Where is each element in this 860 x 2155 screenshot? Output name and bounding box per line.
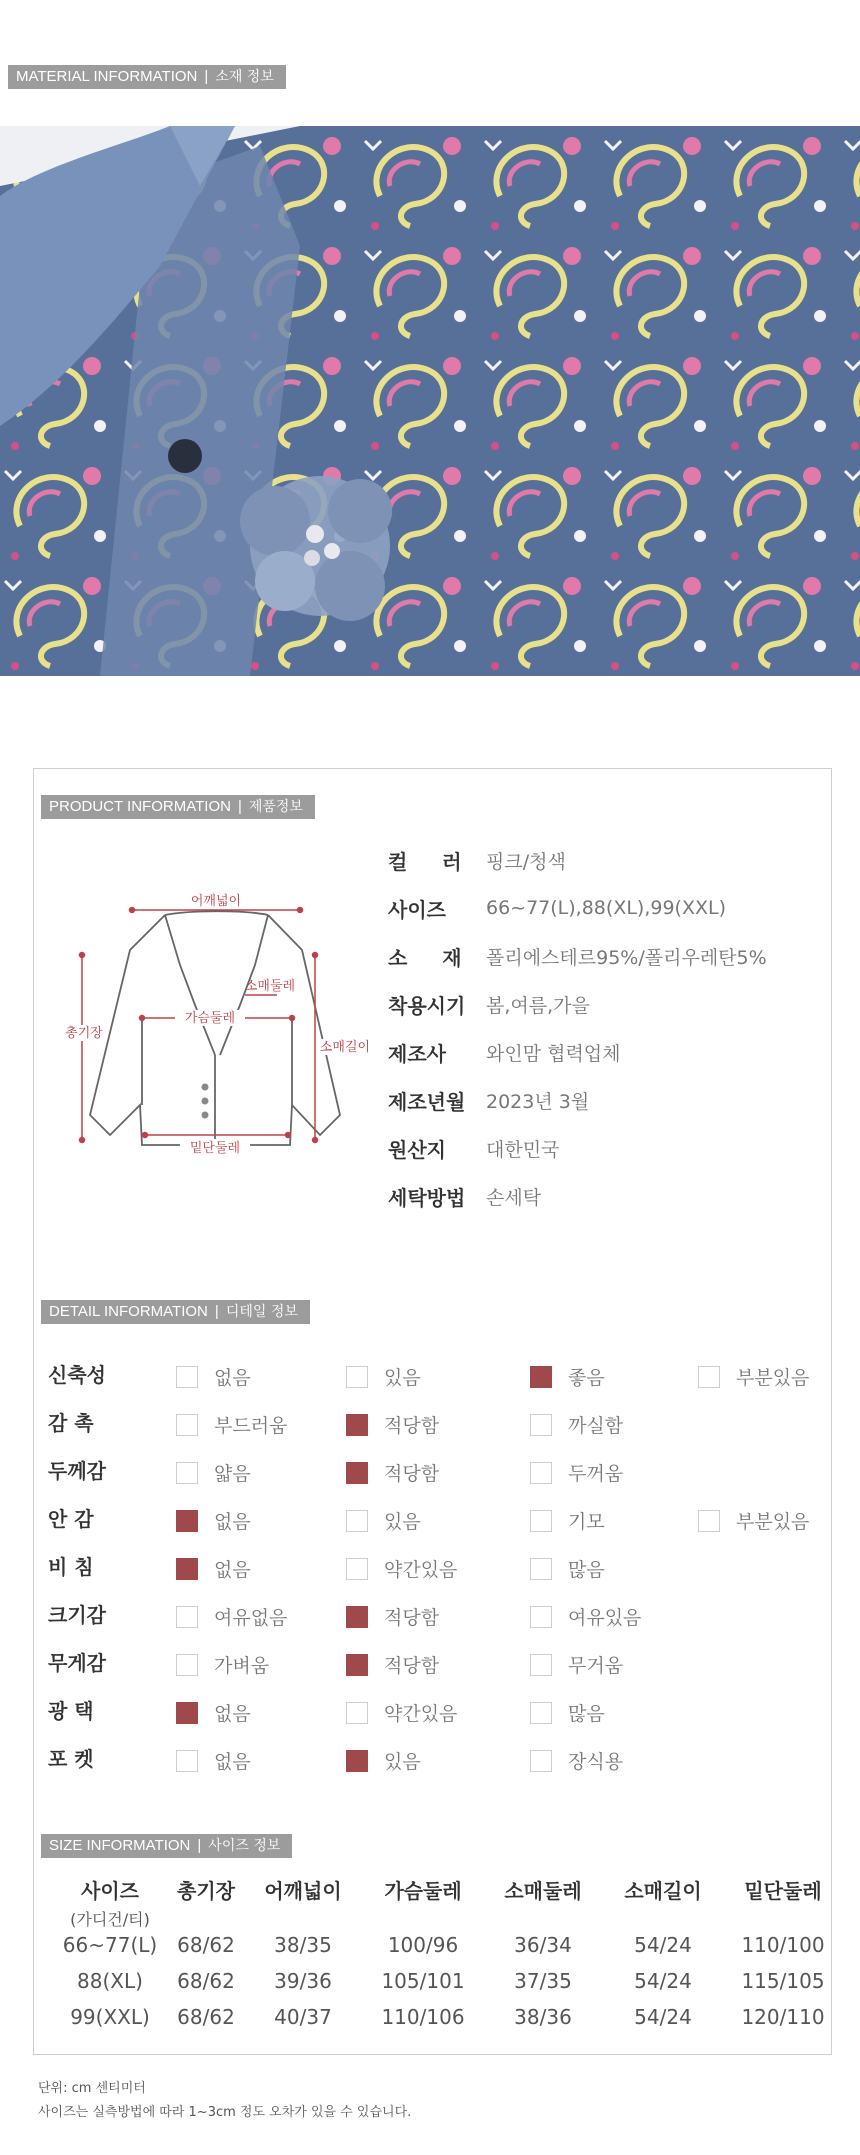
size-table-header: 밑단둘레 [744,1879,822,1903]
jacket-outline-icon [90,911,340,1145]
size-table-cell: 38/35 [274,1933,332,1957]
detail-option-label: 있음 [384,1751,421,1773]
size-table-cell: 66~77(L) [62,1933,158,1957]
detail-option[interactable] [176,1411,287,1438]
size-measurement-diagram [65,855,371,1175]
detail-row [48,1696,828,1726]
label-hem: 밑단둘레 [189,1141,241,1156]
size-table-cell: 54/24 [634,2005,692,2029]
detail-option-label: 부드러움 [214,1415,288,1437]
spec-row-color [388,845,566,875]
detail-row [48,1360,828,1390]
detail-option[interactable] [176,1555,251,1582]
detail-option[interactable] [530,1363,605,1390]
spec-key: 착용시기 [388,993,466,1018]
detail-option[interactable] [530,1603,641,1630]
spec-value: 와인맘 협력업체 [486,1042,621,1065]
size-table-cell: 38/36 [514,2005,572,2029]
detail-option-label: 없음 [214,1703,251,1725]
detail-row [48,1456,828,1486]
spec-value: 핑크/청색 [486,850,566,873]
size-table-header: 총기장 [177,1879,235,1903]
size-table-cell: 120/110 [741,2005,825,2029]
size-table-header: 사이즈 [81,1879,139,1903]
size-table-cell: 68/62 [177,2005,235,2029]
detail-option-label: 좋음 [568,1367,605,1389]
disclaimer-note: 사이즈는 실측방법에 따라 1~3cm 정도 오차가 있을 수 있습니다. [38,2105,412,2120]
detail-option-label: 여유없음 [214,1607,288,1629]
detail-option-label: 적당함 [384,1655,440,1677]
detail-option-label: 가벼움 [214,1655,270,1677]
detail-option-label: 있음 [384,1367,421,1389]
checkbox-checked[interactable] [346,1654,368,1676]
size-table-cell: 110/100 [741,1933,825,1957]
checkbox-checked[interactable] [346,1606,368,1628]
spec-row-material [388,941,767,971]
detail-option-label: 많음 [568,1703,605,1725]
detail-key: 비 침 [48,1555,94,1579]
detail-option-label: 없음 [214,1511,251,1533]
detail-row [48,1648,828,1678]
detail-row [48,1744,828,1774]
checkbox-checked[interactable] [346,1414,368,1436]
detail-key: 감 촉 [48,1411,94,1435]
product-title-en: PRODUCT INFORMATION [49,798,231,815]
detail-option[interactable] [530,1651,623,1678]
detail-key: 신축성 [48,1363,106,1387]
detail-option-label: 있음 [384,1511,421,1533]
material-title-en: MATERIAL INFORMATION [16,68,198,85]
detail-option-label: 얇음 [214,1463,251,1485]
checkbox-checked[interactable] [176,1702,198,1724]
size-table-cell: 54/24 [634,1933,692,1957]
detail-option[interactable] [530,1699,605,1726]
detail-option-label: 약간있음 [384,1703,458,1725]
checkbox-unchecked[interactable] [530,1462,552,1484]
checkbox-unchecked[interactable] [346,1558,368,1580]
checkbox-checked[interactable] [346,1462,368,1484]
spec-value: 2023년 3월 [486,1090,590,1113]
spec-row-size [388,893,726,923]
spec-key: 원산지 [388,1137,446,1162]
checkbox-unchecked[interactable] [346,1702,368,1724]
spec-row-date [388,1085,589,1115]
checkbox-unchecked[interactable] [530,1558,552,1580]
spec-row-maker [388,1037,621,1067]
spec-row-origin [388,1133,559,1163]
checkbox-unchecked[interactable] [176,1462,198,1484]
spec-value: 66~77(L),88(XL),99(XXL) [486,897,726,919]
detail-option-label: 없음 [214,1751,251,1773]
detail-option-label: 없음 [214,1559,251,1581]
checkbox-unchecked[interactable] [698,1366,720,1388]
size-title-kr: 사이즈 정보 [208,1838,281,1854]
detail-key: 광 택 [48,1699,94,1723]
detail-option-label: 많음 [568,1559,605,1581]
label-sleeve-circ: 소매둘레 [244,979,296,994]
size-title-en: SIZE INFORMATION [49,1837,191,1854]
detail-title-separator: | [214,1303,219,1320]
detail-option[interactable] [176,1603,287,1630]
detail-row [48,1552,828,1582]
size-table-cell: 68/62 [177,1933,235,1957]
detail-key: 포 켓 [48,1747,94,1771]
detail-option[interactable] [698,1363,809,1390]
detail-option-label: 약간있음 [384,1559,458,1581]
material-title-separator: | [204,68,209,85]
detail-row [48,1504,828,1534]
size-table-header: 소매둘레 [504,1879,582,1903]
spec-value: 대한민국 [486,1138,560,1161]
checkbox-unchecked[interactable] [176,1414,198,1436]
size-table-cell: 37/35 [514,1969,572,1993]
detail-option-label: 적당함 [384,1607,440,1629]
size-table-header: 어깨넓이 [264,1879,342,1903]
label-sleeve-length: 소매길이 [319,1040,371,1055]
detail-row [48,1600,828,1630]
size-table-subheader: (가디건/티) [70,1910,150,1929]
detail-option[interactable] [346,1459,439,1486]
spec-value: 손세탁 [486,1186,542,1209]
product-title-separator: | [237,798,242,815]
detail-option[interactable] [346,1507,421,1534]
size-table-cell: 99(XXL) [70,2005,150,2029]
flower-brooch [240,476,392,621]
size-table-cell: 39/36 [274,1969,332,1993]
product-fabric-photo [0,126,860,676]
detail-option[interactable] [698,1507,809,1534]
detail-key: 두께감 [48,1459,106,1483]
size-table-cell: 105/101 [381,1969,465,1993]
detail-section-label [41,1300,310,1324]
detail-option[interactable] [346,1651,439,1678]
size-table-cell: 115/105 [741,1969,825,1993]
detail-option-label: 없음 [214,1367,251,1389]
detail-option[interactable] [346,1603,439,1630]
detail-option[interactable] [530,1747,623,1774]
size-table-header: 소매길이 [624,1879,702,1903]
detail-option[interactable] [176,1699,251,1726]
size-title-separator: | [197,1837,202,1854]
detail-option[interactable] [530,1555,605,1582]
unit-note: 단위: cm 센티미터 [38,2081,146,2096]
spec-key: 제조년월 [388,1089,466,1114]
detail-key: 무게감 [48,1651,106,1675]
detail-row [48,1408,828,1438]
label-total-length: 총기장 [65,1026,103,1041]
checkbox-unchecked[interactable] [530,1606,552,1628]
spec-key: 소 재 [388,945,476,970]
detail-option[interactable] [530,1507,605,1534]
checkbox-checked[interactable] [176,1558,198,1580]
size-table-cell: 36/34 [514,1933,572,1957]
checkbox-unchecked[interactable] [530,1654,552,1676]
spec-key: 사이즈 [388,897,446,922]
detail-option[interactable] [176,1507,251,1534]
size-table-cell: 88(XL) [77,1969,143,1993]
spec-key: 컬 러 [388,849,476,874]
spec-row-season [388,989,590,1019]
detail-title-en: DETAIL INFORMATION [49,1303,208,1320]
detail-option[interactable] [176,1459,251,1486]
detail-option[interactable] [530,1459,623,1486]
size-table-cell: 110/106 [381,2005,465,2029]
product-section-label [41,795,315,819]
checkbox-unchecked[interactable] [176,1654,198,1676]
material-title-kr: 소재 정보 [215,69,274,85]
fabric-photo-illustration [0,126,860,676]
spec-value: 봄,여름,가을 [486,994,590,1017]
detail-option-label: 무거움 [568,1655,624,1677]
detail-option-label: 기모 [568,1511,605,1533]
checkbox-unchecked[interactable] [176,1606,198,1628]
checkbox-unchecked[interactable] [176,1366,198,1388]
checkbox-unchecked[interactable] [698,1510,720,1532]
spec-value: 폴리에스테르95%/폴리우레탄5% [486,946,767,969]
detail-option[interactable] [176,1651,269,1678]
detail-option-label: 여유있음 [568,1607,642,1629]
product-title-kr: 제품정보 [248,799,303,815]
label-shoulder: 어깨넓이 [190,894,242,909]
detail-option-label: 적당함 [384,1415,440,1437]
checkbox-unchecked[interactable] [176,1750,198,1772]
detail-option[interactable] [530,1411,623,1438]
detail-option-label: 적당함 [384,1463,440,1485]
spec-key: 제조사 [388,1041,446,1066]
jacket-diagram [65,855,371,1175]
detail-option[interactable] [176,1747,251,1774]
detail-option[interactable] [346,1363,421,1390]
detail-option[interactable] [346,1411,439,1438]
size-table-cell: 68/62 [177,1969,235,1993]
detail-title-kr: 디테일 정보 [225,1304,298,1320]
checkbox-unchecked[interactable] [346,1510,368,1532]
detail-option-label: 부분있음 [736,1367,810,1389]
checkbox-unchecked[interactable] [530,1702,552,1724]
detail-key: 안 감 [48,1507,94,1531]
detail-option-label: 장식용 [568,1751,624,1773]
checkbox-unchecked[interactable] [530,1414,552,1436]
size-table-cell: 100/96 [387,1933,459,1957]
checkbox-unchecked[interactable] [530,1750,552,1772]
checkbox-unchecked[interactable] [346,1366,368,1388]
detail-option-label: 까실함 [568,1415,624,1437]
checkbox-checked[interactable] [176,1510,198,1532]
material-section-label [8,65,286,89]
size-section-label [41,1834,292,1858]
detail-option[interactable] [346,1699,457,1726]
spec-row-washing [388,1181,541,1211]
checkbox-checked[interactable] [530,1366,552,1388]
detail-option-label: 두꺼움 [568,1463,624,1485]
detail-option[interactable] [346,1555,457,1582]
detail-option[interactable] [176,1363,251,1390]
detail-key: 크기감 [48,1603,106,1627]
size-table-cell: 54/24 [634,1969,692,1993]
size-table-header: 가슴둘레 [384,1879,462,1903]
checkbox-unchecked[interactable] [530,1510,552,1532]
detail-option-label: 부분있음 [736,1511,810,1533]
size-table-cell: 40/37 [274,2005,332,2029]
spec-key: 세탁방법 [388,1185,466,1210]
checkbox-checked[interactable] [346,1750,368,1772]
label-chest: 가슴둘레 [184,1011,236,1026]
detail-option[interactable] [346,1747,421,1774]
